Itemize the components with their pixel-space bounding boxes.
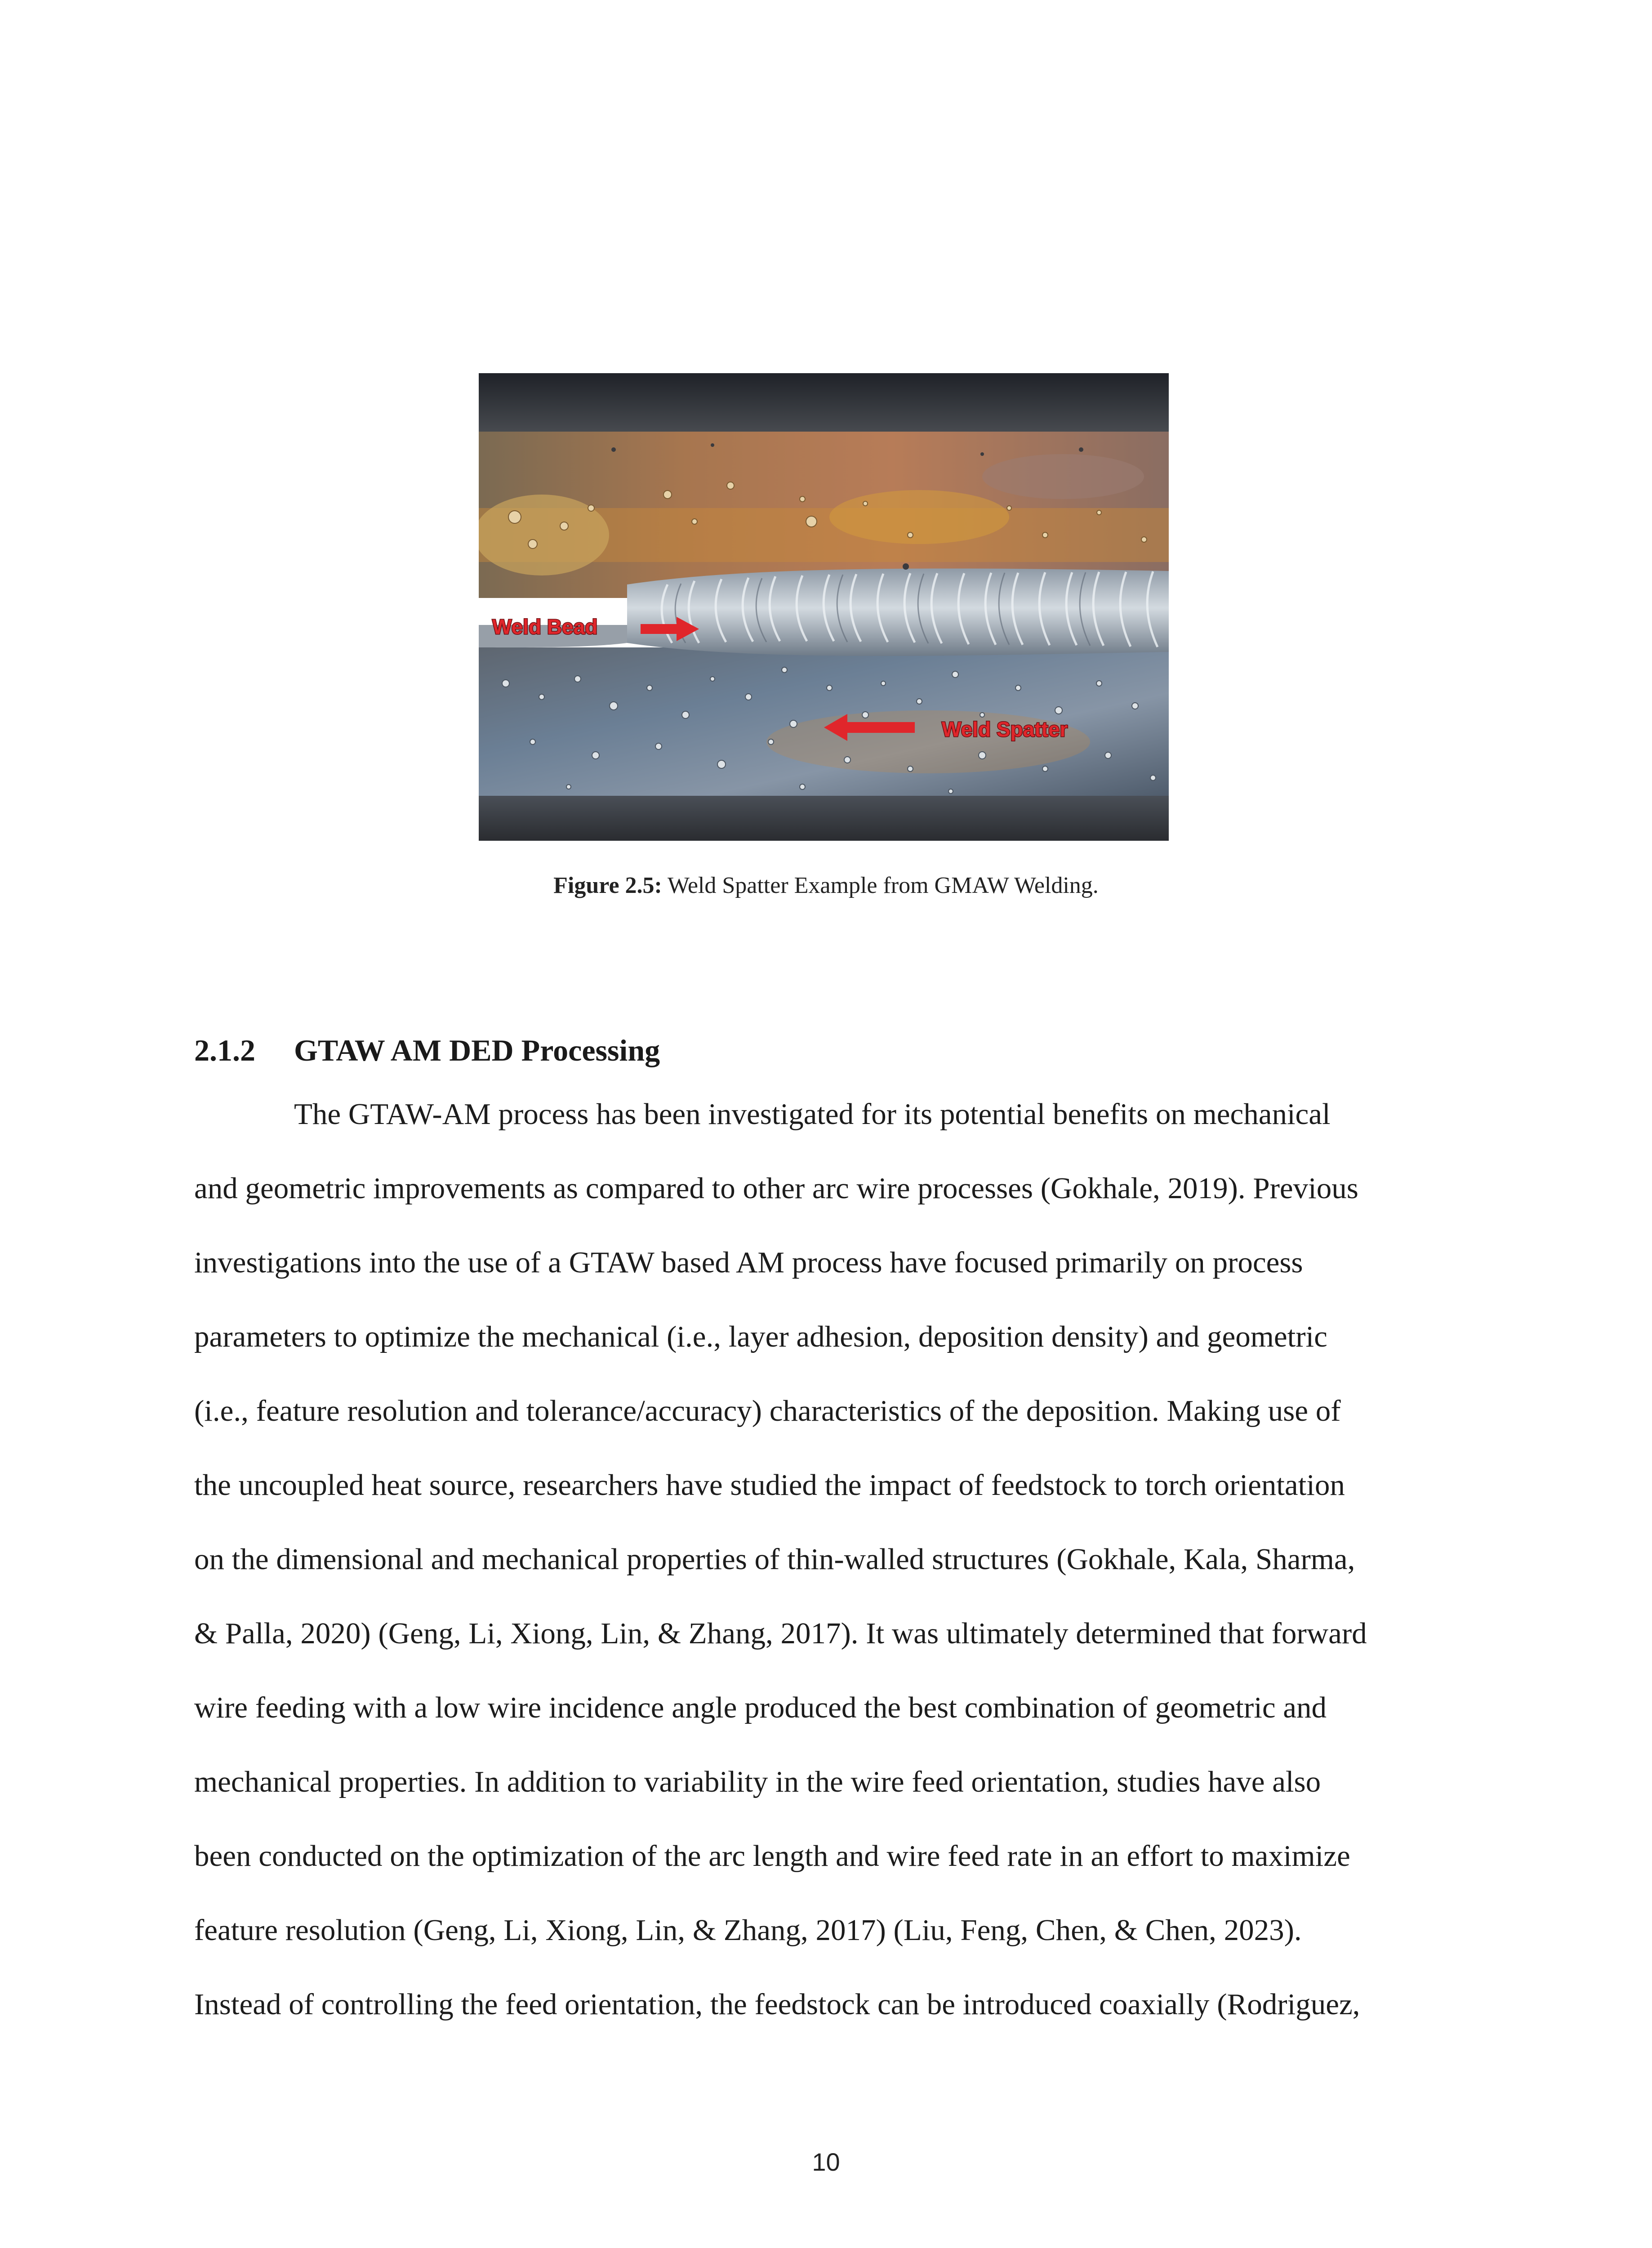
figure-caption-label: Figure 2.5:: [553, 873, 662, 898]
paragraph-line: Instead of controlling the feed orientation, the feedstock can be introduced coaxially (Rodriguez,: [194, 1988, 1360, 2021]
weld-spatter-photo: [479, 373, 1169, 841]
paragraph-line: been conducted on the optimization of the arc length and wire feed rate in an effort to maximize: [194, 1839, 1350, 1873]
paragraph-line: The GTAW-AM process has been investigated for its potential benefits on mechanical: [294, 1097, 1331, 1131]
paragraph-line: (i.e., feature resolution and tolerance/accuracy) characteristics of the deposition. Making use of: [194, 1394, 1341, 1427]
section-title: GTAW AM DED Processing: [294, 1033, 660, 1067]
paragraph-line: feature resolution (Geng, Li, Xiong, Lin, & Zhang, 2017) (Liu, Feng, Chen, & Chen, 2023).: [194, 1913, 1302, 1947]
paragraph-line: wire feeding with a low wire incidence angle produced the best combination of geometric and: [194, 1691, 1327, 1724]
paragraph-line: & Palla, 2020) (Geng, Li, Xiong, Lin, & Zhang, 2017). It was ultimately determined that forward: [194, 1617, 1367, 1650]
section-heading: [194, 1032, 660, 1068]
paragraph-line: on the dimensional and mechanical properties of thin-walled structures (Gokhale, Kala, Sharma,: [194, 1543, 1355, 1576]
section-number: 2.1.2: [194, 1033, 255, 1067]
figure-caption: [0, 871, 1652, 900]
paragraph-line: and geometric improvements as compared to other arc wire processes (Gokhale, 2019). Previous: [194, 1172, 1358, 1205]
svg-text:Weld Spatter: Weld Spatter: [942, 718, 1068, 741]
svg-text:Weld Bead: Weld Bead: [492, 615, 598, 638]
paragraph-line: mechanical properties. In addition to variability in the wire feed orientation, studies have also: [194, 1765, 1321, 1798]
paragraph-line: parameters to optimize the mechanical (i.e., layer adhesion, deposition density) and geometric: [194, 1320, 1327, 1353]
paragraph-line: the uncoupled heat source, researchers have studied the impact of feedstock to torch orientation: [194, 1468, 1345, 1502]
page-number: 10: [812, 2148, 840, 2176]
paragraph-line: investigations into the use of a GTAW based AM process have focused primarily on process: [194, 1246, 1303, 1279]
figure-caption-text: Weld Spatter Example from GMAW Welding.: [667, 873, 1099, 898]
